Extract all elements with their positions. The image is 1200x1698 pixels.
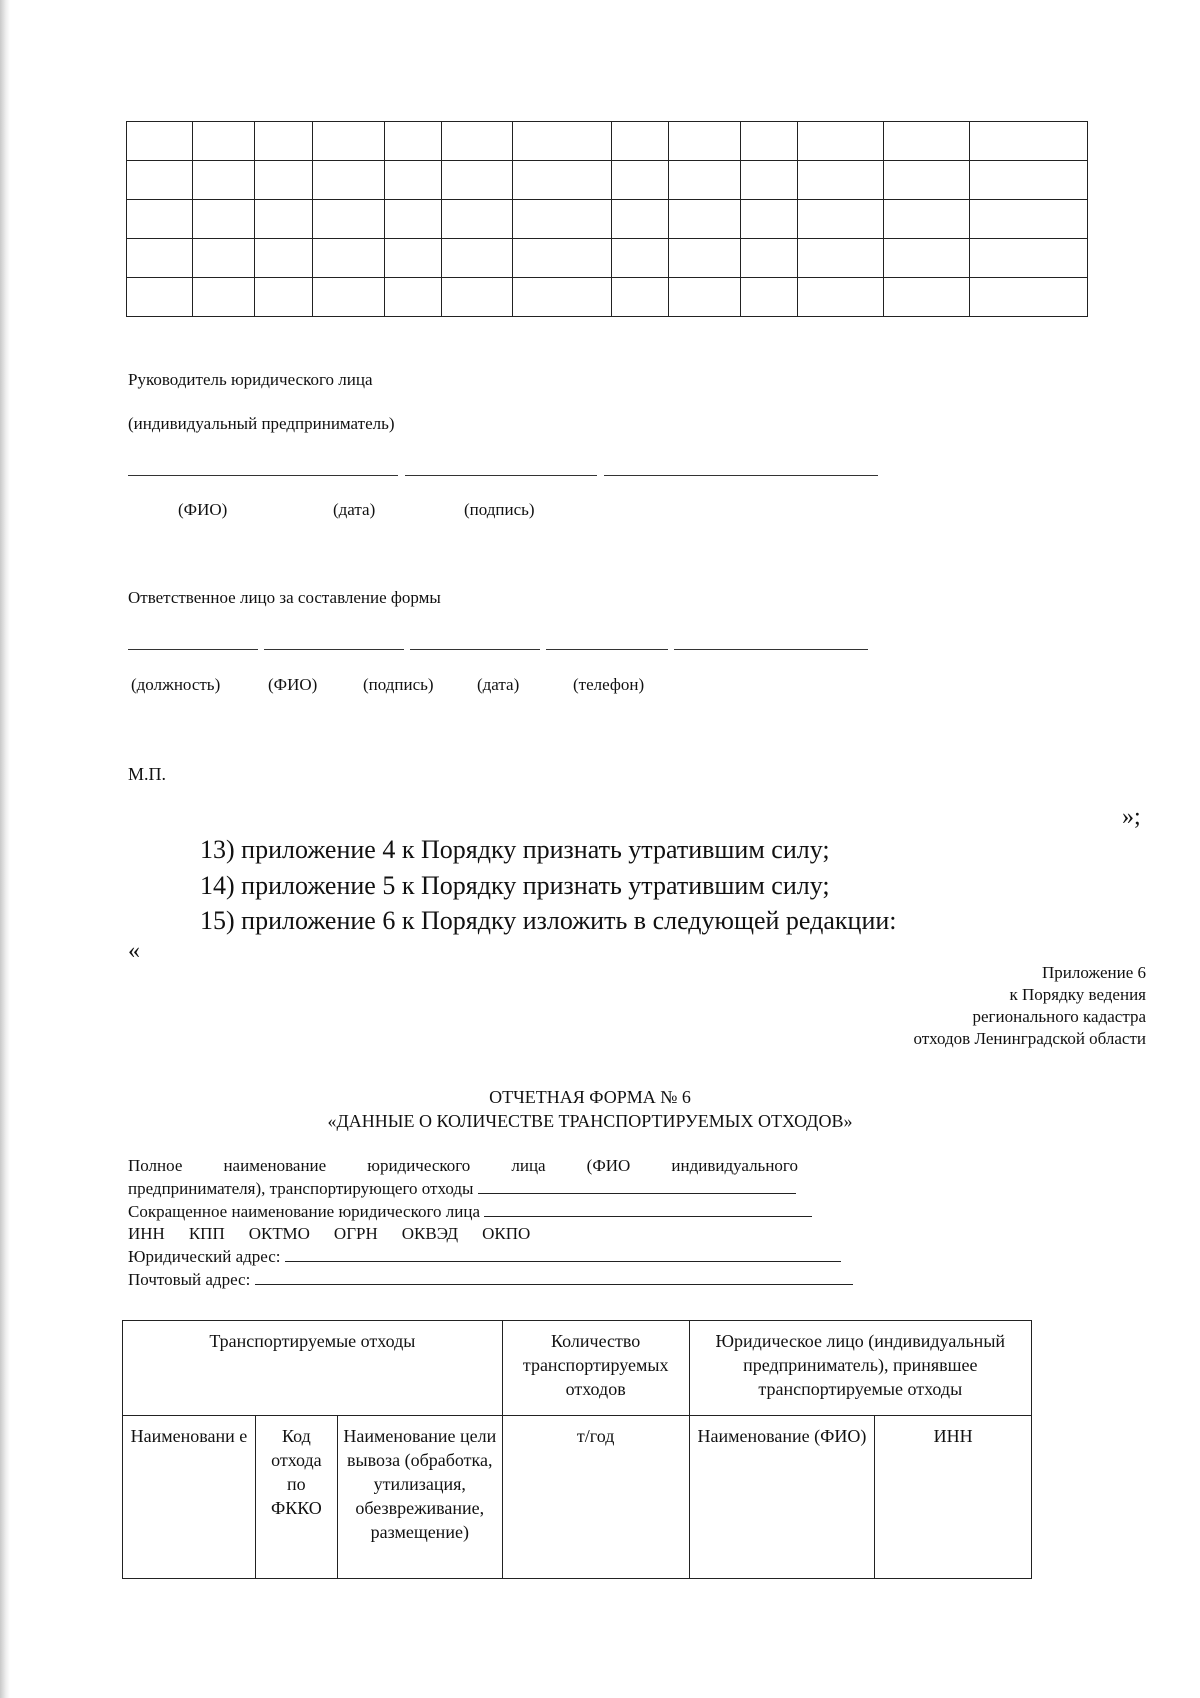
grid-cell <box>669 200 741 239</box>
grid-cell <box>884 161 970 200</box>
table-column-header-row <box>123 1416 1032 1579</box>
grid-cell <box>254 239 312 278</box>
scan-edge <box>0 0 10 1698</box>
grid-cell <box>441 122 512 161</box>
appendix-line-3: регионального кадастра <box>972 1007 1146 1026</box>
resp-date-line <box>546 649 668 650</box>
grid-row <box>127 200 1088 239</box>
closing-quote: »; <box>1122 804 1141 830</box>
appendix-header <box>913 962 1146 1050</box>
grid-cell <box>798 122 884 161</box>
grid-cell <box>127 200 193 239</box>
head-date-line <box>405 475 597 476</box>
code-okpo: ОКПО <box>482 1224 531 1243</box>
resp-sign-line <box>410 649 540 650</box>
grid-cell <box>970 239 1088 278</box>
form-title-2: «ДАННЫЕ О КОЛИЧЕСТВЕ ТРАНСПОРТИРУЕМЫХ ОТХОДОВ» <box>327 1111 853 1131</box>
short-name-row: Сокращенное наименование юридического лица <box>128 1200 853 1223</box>
grid-cell <box>798 239 884 278</box>
appendix-line-2: к Порядку ведения <box>1009 985 1146 1004</box>
grid-cell <box>884 239 970 278</box>
codes-row <box>128 1223 853 1245</box>
form-title-1: ОТЧЕТНАЯ ФОРМА № 6 <box>489 1087 691 1107</box>
resp-caption-fio: (ФИО) <box>268 675 318 694</box>
resp-fio-line <box>264 649 404 650</box>
appendix-line-1: Приложение 6 <box>1042 963 1146 982</box>
full-name-line-2: предпринимателя), транспортирующего отходы <box>128 1177 853 1200</box>
head-caption-fio: (ФИО) <box>178 500 228 519</box>
resp-caption-position: (должность) <box>131 675 221 694</box>
grid-cell <box>441 161 512 200</box>
grid-cell <box>884 122 970 161</box>
postal-address-row: Почтовый адрес: <box>128 1268 853 1291</box>
grid-cell <box>312 161 384 200</box>
grid-cell <box>512 200 612 239</box>
grid-cell <box>612 161 669 200</box>
grid-cell <box>192 200 254 239</box>
head-caption-sign: (подпись) <box>464 500 535 519</box>
code-kpp: КПП <box>188 1224 225 1243</box>
grid-cell <box>312 239 384 278</box>
grid-cell <box>798 161 884 200</box>
grid-row <box>127 239 1088 278</box>
grid-cell <box>970 161 1088 200</box>
grid-cell <box>612 239 669 278</box>
grid-cell <box>384 278 441 317</box>
grid-cell <box>254 278 312 317</box>
head-caption-date: (дата) <box>333 500 376 519</box>
grid-cell <box>612 278 669 317</box>
transport-waste-table <box>122 1320 1032 1579</box>
grid-row <box>127 122 1088 161</box>
grid-cell <box>384 161 441 200</box>
grid-cell <box>512 278 612 317</box>
grid-cell <box>741 239 798 278</box>
grid-cell <box>127 122 193 161</box>
grid-cell <box>127 161 193 200</box>
grid-cell <box>798 278 884 317</box>
grid-cell <box>798 200 884 239</box>
header-receiver: Юридическое лицо (индивидуальный предприниматель), принявшее транспортируемые отходы <box>689 1321 1031 1416</box>
grid-cell <box>884 200 970 239</box>
grid-cell <box>512 239 612 278</box>
grid-cell <box>254 200 312 239</box>
open-quote: « <box>128 938 140 964</box>
code-inn: ИНН <box>128 1224 165 1243</box>
grid-cell <box>312 200 384 239</box>
code-ogrn: ОГРН <box>333 1224 378 1243</box>
grid-cell <box>741 278 798 317</box>
grid-cell <box>127 278 193 317</box>
col-unit: т/год <box>502 1416 689 1579</box>
grid-cell <box>441 239 512 278</box>
col-receiver-name: Наименование (ФИО) <box>689 1416 875 1579</box>
amendment-13: 13) приложение 4 к Порядку признать утратившим силу; <box>200 835 830 864</box>
grid-cell <box>254 122 312 161</box>
grid-cell <box>741 122 798 161</box>
code-okved: ОКВЭД <box>401 1224 459 1243</box>
responsible-title: Ответственное лицо за составление формы <box>128 588 441 607</box>
short-name-field-line <box>484 1200 812 1217</box>
grid-cell <box>612 122 669 161</box>
grid-cell <box>192 239 254 278</box>
header-transported-waste: Транспортируемые отходы <box>123 1321 503 1416</box>
grid-cell <box>192 161 254 200</box>
resp-phone-line <box>674 649 868 650</box>
appendix-line-4: отходов Ленинградской области <box>913 1029 1146 1048</box>
grid-cell <box>512 161 612 200</box>
resp-caption-date: (дата) <box>477 675 520 694</box>
stamp-label: М.П. <box>128 764 167 784</box>
grid-cell <box>970 200 1088 239</box>
col-waste-name: Наименовани е <box>123 1416 256 1579</box>
grid-cell <box>612 200 669 239</box>
legal-address-row: Юридический адрес: <box>128 1245 853 1268</box>
grid-cell <box>669 161 741 200</box>
full-name-row: Полное наименование юридического лица (ФИО индивидуального <box>128 1156 798 1175</box>
col-inn: ИНН <box>875 1416 1032 1579</box>
grid-cell <box>512 122 612 161</box>
grid-row <box>127 278 1088 317</box>
grid-cell <box>669 122 741 161</box>
previous-form-grid <box>126 121 1088 317</box>
grid-cell <box>741 161 798 200</box>
postal-address-field-line <box>255 1268 853 1285</box>
col-purpose: Наименование цели вывоза (обработка, утилизация, обезвреживание, размещение) <box>337 1416 502 1579</box>
grid-cell <box>192 278 254 317</box>
grid-cell <box>127 239 193 278</box>
grid-cell <box>741 200 798 239</box>
grid-cell <box>254 161 312 200</box>
grid-cell <box>384 200 441 239</box>
full-name-field-line <box>478 1177 796 1194</box>
head-sign-line <box>604 475 878 476</box>
grid-cell <box>970 278 1088 317</box>
col-fkko-code: Код отхода по ФККО <box>255 1416 337 1579</box>
grid-cell <box>312 278 384 317</box>
grid-cell <box>669 278 741 317</box>
grid-cell <box>884 278 970 317</box>
grid-cell <box>384 122 441 161</box>
amendment-14: 14) приложение 5 к Порядку признать утратившим силу; <box>200 871 830 900</box>
form-fields <box>128 1155 853 1291</box>
legal-address-field-line <box>285 1245 841 1262</box>
grid-cell <box>192 122 254 161</box>
resp-position-line <box>128 649 258 650</box>
grid-cell <box>312 122 384 161</box>
resp-caption-sign: (подпись) <box>363 675 434 694</box>
header-quantity: Количество транспортируемых отходов <box>502 1321 689 1416</box>
grid-cell <box>669 239 741 278</box>
resp-caption-phone: (телефон) <box>573 675 645 694</box>
grid-cell <box>441 200 512 239</box>
table-group-header-row <box>123 1321 1032 1416</box>
grid-cell <box>970 122 1088 161</box>
code-oktmo: ОКТМО <box>248 1224 310 1243</box>
grid-cell <box>384 239 441 278</box>
head-title-1: Руководитель юридического лица <box>128 370 373 389</box>
head-title-2: (индивидуальный предприниматель) <box>128 414 395 433</box>
head-fio-line <box>128 475 398 476</box>
grid-row <box>127 161 1088 200</box>
grid-cell <box>441 278 512 317</box>
form-title <box>0 1085 1180 1133</box>
amendment-15: 15) приложение 6 к Порядку изложить в следующей редакции: <box>200 906 897 935</box>
